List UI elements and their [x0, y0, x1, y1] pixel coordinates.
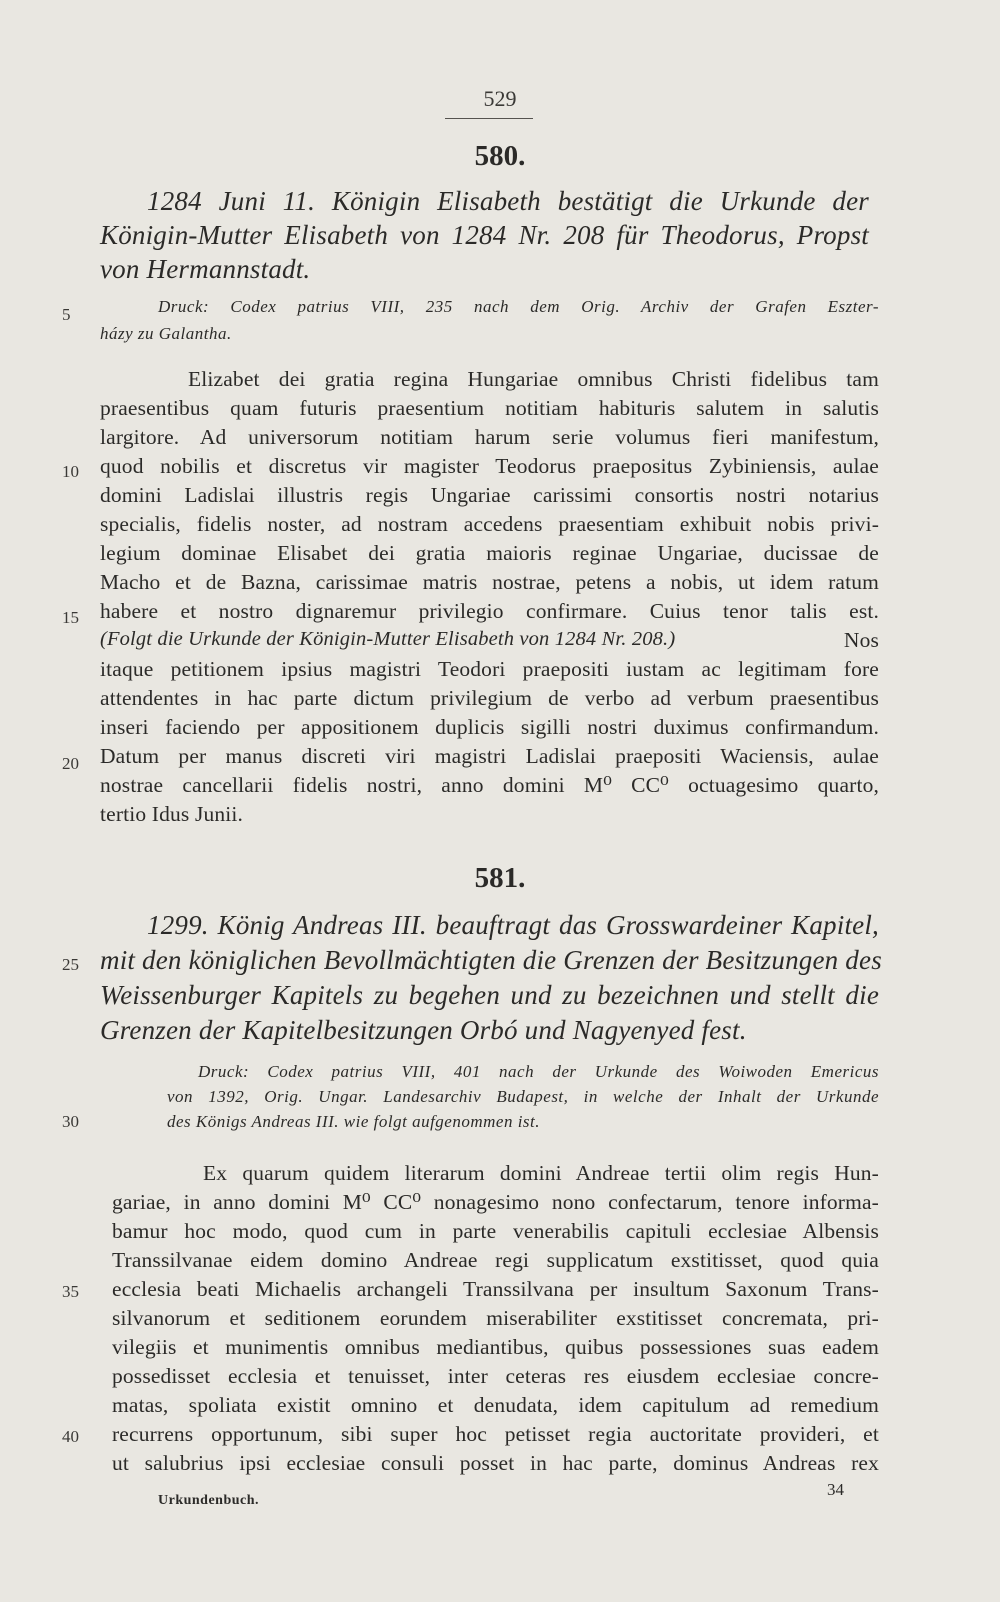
text-581-line-1: Ex quarum quidem literarum domini Andreae tertii olim regis Hun- — [203, 1161, 879, 1185]
note-580-line-1: Druck: Codex patrius VIII, 235 nach dem Orig. Archiv der Grafen Eszter- — [158, 297, 879, 316]
text-580-line-13: inseri faciendo per appositionem duplicis sigilli nostri duximus confirmandum. — [100, 715, 879, 739]
text-581-line-6: silvanorum et seditionem eorundem miserabiliter exstitisset concremata, pri- — [112, 1306, 879, 1330]
text-581-line-8: possedisset ecclesia et tenuisset, inter ceteras res eiusdem ecclesiae concre- — [112, 1364, 879, 1388]
page-number: 529 — [483, 86, 517, 111]
text-580-line-5: domini Ladislai illustris regis Ungariae carissimi consortis nostri notarius — [100, 483, 879, 507]
folgt-note: (Folgt die Urkunde der Königin-Mutter Elisabeth von 1284 Nr. 208.) — [100, 628, 676, 650]
note-581-line-1: Druck: Codex patrius VIII, 401 nach der Urkunde des Woiwoden Emericus — [198, 1062, 879, 1081]
note-581-line-2: von 1392, Orig. Ungar. Landesarchiv Budapest, in welche der Inhalt der Urkunde — [167, 1087, 879, 1106]
heading-581-line-3: Weissenburger Kapitels zu begehen und zu bezeichnen und stellt die — [100, 980, 879, 1010]
text-581-line-9: matas, spoliata existit omnino et denudata, idem capitulum ad remedium — [112, 1393, 879, 1417]
text-580-line-12: attendentes in hac parte dictum privilegium de verbo ad verbum praesentibus — [100, 686, 879, 710]
line-number-35: 35 — [62, 1282, 79, 1301]
text-580-line-10 — [100, 628, 879, 653]
heading-581-line-4: Grenzen der Kapitelbesitzungen Orbó und Nagyenyed fest. — [100, 1015, 747, 1045]
text-580-line-1: Elizabet dei gratia regina Hungariae omnibus Christi fidelibus tam — [188, 367, 879, 391]
text-580-line-11: itaque petitionem ipsius magistri Teodori praepositi iustam ac legitimam fore — [100, 657, 879, 681]
text-580-line-4: quod nobilis et discretus vir magister Teodorus praepositus Zybiniensis, aulae — [100, 454, 879, 478]
note-581-line-3: des Königs Andreas III. wie folgt aufgenommen ist. — [167, 1112, 541, 1131]
line-number-30: 30 — [62, 1112, 79, 1131]
text-580-line-3: largitore. Ad universorum notitiam harum serie volumus fieri manifestum, — [100, 425, 879, 449]
folgt-after: Nos — [843, 628, 879, 652]
line-number-15: 15 — [62, 608, 79, 627]
text-581-line-5: ecclesia beati Michaelis archangeli Transsilvana per insultum Saxonum Trans- — [112, 1277, 879, 1301]
text-581-line-7: vilegiis et munimentis omnibus mediantibus, quibus possessiones suas eadem — [112, 1335, 879, 1359]
document-number-580: 580. — [474, 140, 526, 172]
line-number-5: 5 — [62, 305, 71, 324]
page-number-rule — [445, 118, 533, 119]
text-580-line-9: habere et nostro dignaremur privilegio confirmare. Cuius tenor talis est. — [100, 599, 879, 623]
heading-580-line-1: 1284 Juni 11. Königin Elisabeth bestätigt die Urkunde der — [147, 186, 869, 216]
heading-580-line-3: von Hermannstadt. — [100, 254, 311, 284]
text-580-line-14: Datum per manus discreti viri magistri Ladislai praepositi Waciensis, aulae — [100, 744, 879, 768]
text-580-line-16: tertio Idus Junii. — [100, 802, 244, 826]
text-581-line-10: recurrens opportunum, sibi super hoc petisset regia auctoritate provideri, et — [112, 1422, 879, 1446]
heading-581-line-1: 1299. König Andreas III. beauftragt das Grosswardeiner Kapitel, — [147, 910, 879, 940]
text-580-line-7: legium dominae Elisabet dei gratia maioris reginae Ungariae, ducissae de — [100, 541, 879, 565]
note-580-line-2: házy zu Galantha. — [100, 324, 232, 343]
heading-580-line-2: Königin-Mutter Elisabeth von 1284 Nr. 208 für Theodorus, Propst — [100, 220, 869, 250]
text-580-line-6: specialis, fidelis noster, ad nostram accedens praesentiam exhibuit nobis privi- — [100, 512, 879, 536]
text-581-line-11: ut salubrius ipsi ecclesiae consuli posset in hac parte, dominus Andreas rex — [112, 1451, 879, 1475]
line-number-40: 40 — [62, 1427, 79, 1446]
text-580-line-8: Macho et de Bazna, carissimae matris nostrae, petens a nobis, ut idem ratum — [100, 570, 879, 594]
line-number-25: 25 — [62, 955, 79, 974]
line-number-20: 20 — [62, 754, 79, 773]
document-number-581: 581. — [474, 862, 526, 894]
line-number-10: 10 — [62, 462, 79, 481]
heading-581-line-2: mit den königlichen Bevollmächtigten die Grenzen der Besitzungen des — [100, 945, 882, 975]
text-581-line-2: gariae, in anno domini M⁰ CC⁰ nonagesimo nono confectarum, tenore informa- — [112, 1190, 879, 1214]
footer-signature-number: 34 — [827, 1480, 844, 1499]
text-580-line-15: nostrae cancellarii fidelis nostri, anno domini M⁰ CC⁰ octuagesimo quarto, — [100, 773, 879, 797]
text-581-line-4: Transsilvanae eidem domino Andreae regi supplicatum exstitisset, quod quia — [112, 1248, 879, 1272]
text-581-line-3: bamur hoc modo, quod cum in parte venerabilis capituli ecclesiae Albensis — [112, 1219, 879, 1243]
text-580-line-2: praesentibus quam futuris praesentium notitiam habituris salutem in salutis — [100, 396, 879, 420]
footer-book-title: Urkundenbuch. — [158, 1493, 260, 1508]
